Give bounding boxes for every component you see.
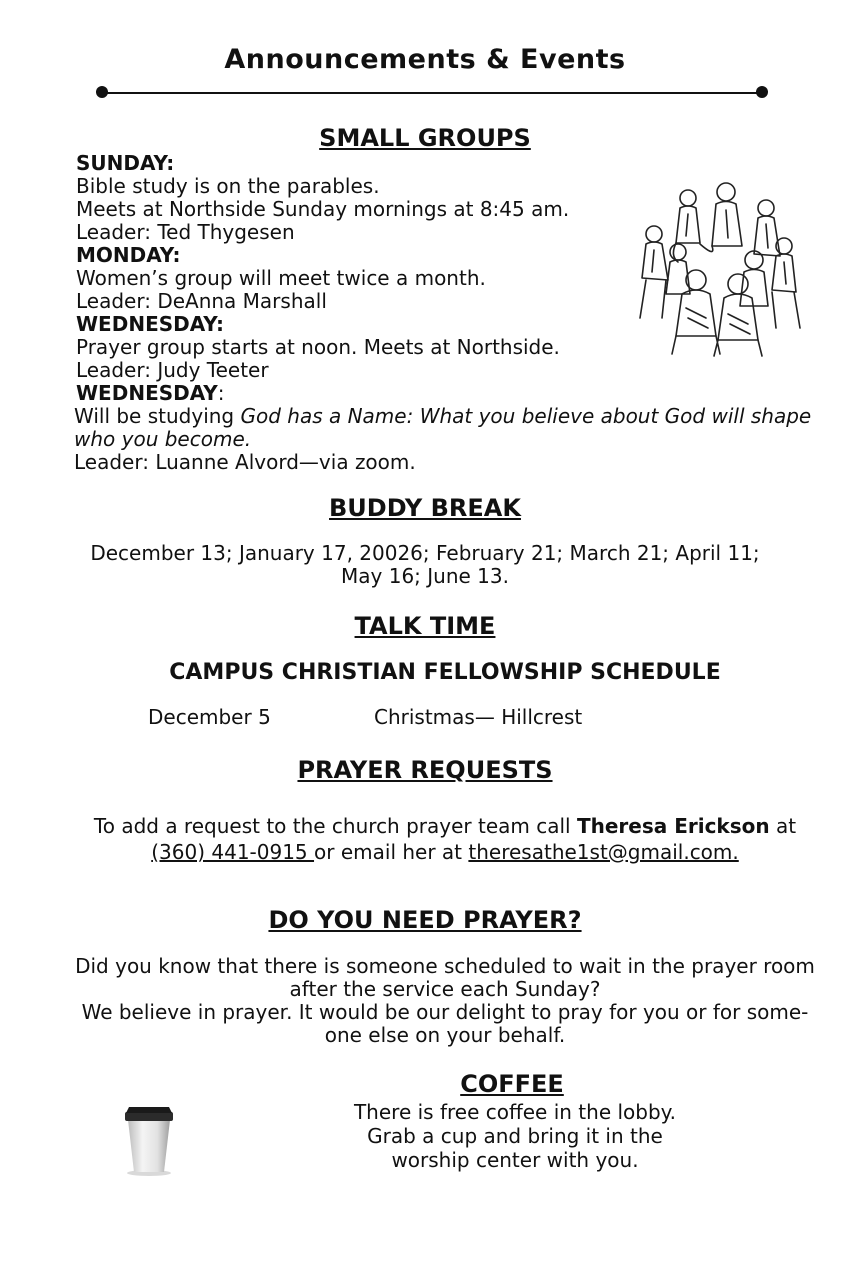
buddy-break-line2: May 16; June 13. xyxy=(341,564,509,588)
prayer-requests-heading: PRAYER REQUESTS xyxy=(297,756,553,784)
need-prayer-line1: Did you know that there is someone scheduled to wait in the prayer room xyxy=(75,954,815,978)
need-prayer-line2: after the service each Sunday? xyxy=(289,977,601,1001)
coffee-heading: COFFEE xyxy=(460,1070,564,1098)
sunday-line1: Bible study is on the parables. xyxy=(76,174,380,198)
page-title: Announcements & Events xyxy=(224,44,626,75)
wednesday-line1: Prayer group starts at noon. Meets at Northside. xyxy=(76,335,560,359)
wednesday2-details xyxy=(74,405,834,474)
need-prayer-heading: DO YOU NEED PRAYER? xyxy=(268,906,582,934)
small-groups-list xyxy=(76,152,636,405)
coffee-cup-icon xyxy=(118,1104,180,1176)
wednesday-label: WEDNESDAY: xyxy=(76,312,225,336)
need-prayer-text xyxy=(0,955,850,1047)
talk-time-heading: TALK TIME xyxy=(354,612,496,640)
sunday-label: SUNDAY: xyxy=(76,151,175,175)
need-prayer-line4: one else on your behalf. xyxy=(324,1023,566,1047)
monday-line1: Women’s group will meet twice a month. xyxy=(76,266,486,290)
coffee-text xyxy=(340,1100,690,1172)
buddy-break-line1: December 13; January 17, 20026; February 21; March 21; April 11; xyxy=(90,541,760,565)
monday-label: MONDAY: xyxy=(76,243,181,267)
book-title-part1: God has a Name: What you believe about God will shape xyxy=(240,404,812,428)
coffee-line2: Grab a cup and bring it in the xyxy=(367,1124,663,1148)
wednesday2-lead-in: Will be studying xyxy=(74,404,241,428)
wednesday-leader: Leader: Judy Teeter xyxy=(76,358,269,382)
wednesday2-colon: : xyxy=(217,381,225,405)
prayer-phone-link[interactable]: (360) 441-0915 xyxy=(151,840,315,864)
monday-leader: Leader: DeAnna Marshall xyxy=(76,289,327,313)
wednesday2-label-row xyxy=(76,382,636,405)
campus-heading: CAMPUS CHRISTIAN FELLOWSHIP SCHEDULE xyxy=(169,660,721,685)
sunday-line2: Meets at Northside Sunday mornings at 8:45 am. xyxy=(76,197,570,221)
small-group-illustration xyxy=(626,168,806,358)
small-groups-heading: SMALL GROUPS xyxy=(319,124,531,152)
title-divider xyxy=(102,92,762,94)
buddy-break-heading: BUDDY BREAK xyxy=(329,494,521,522)
need-prayer-line3: We believe in prayer. It would be our delight to pray for you or for some- xyxy=(81,1000,809,1024)
rule-right-dot xyxy=(756,86,768,98)
wednesday2-line1 xyxy=(74,405,834,428)
prayer-text-before: To add a request to the church prayer team call xyxy=(93,814,577,838)
buddy-break-dates xyxy=(0,542,850,588)
coffee-line3: worship center with you. xyxy=(391,1148,639,1172)
wednesday2-leader: Leader: Luanne Alvord—via zoom. xyxy=(74,450,416,474)
prayer-text-mid: or email her at xyxy=(314,840,469,864)
sunday-leader: Leader: Ted Thygesen xyxy=(76,220,295,244)
book-title-part2: who you become. xyxy=(74,427,252,451)
campus-event: Christmas— Hillcrest xyxy=(374,705,583,729)
prayer-requests-text xyxy=(0,813,850,865)
prayer-requests-line1 xyxy=(0,813,850,839)
prayer-text-after: at xyxy=(769,814,797,838)
prayer-contact-name: Theresa Erickson xyxy=(576,814,770,838)
prayer-email-link[interactable]: theresathe1st@gmail.com. xyxy=(468,840,739,864)
wednesday2-label: WEDNESDAY xyxy=(76,381,218,405)
campus-date: December 5 xyxy=(148,705,271,729)
prayer-requests-line2 xyxy=(0,839,850,865)
coffee-line1: There is free coffee in the lobby. xyxy=(353,1100,677,1124)
